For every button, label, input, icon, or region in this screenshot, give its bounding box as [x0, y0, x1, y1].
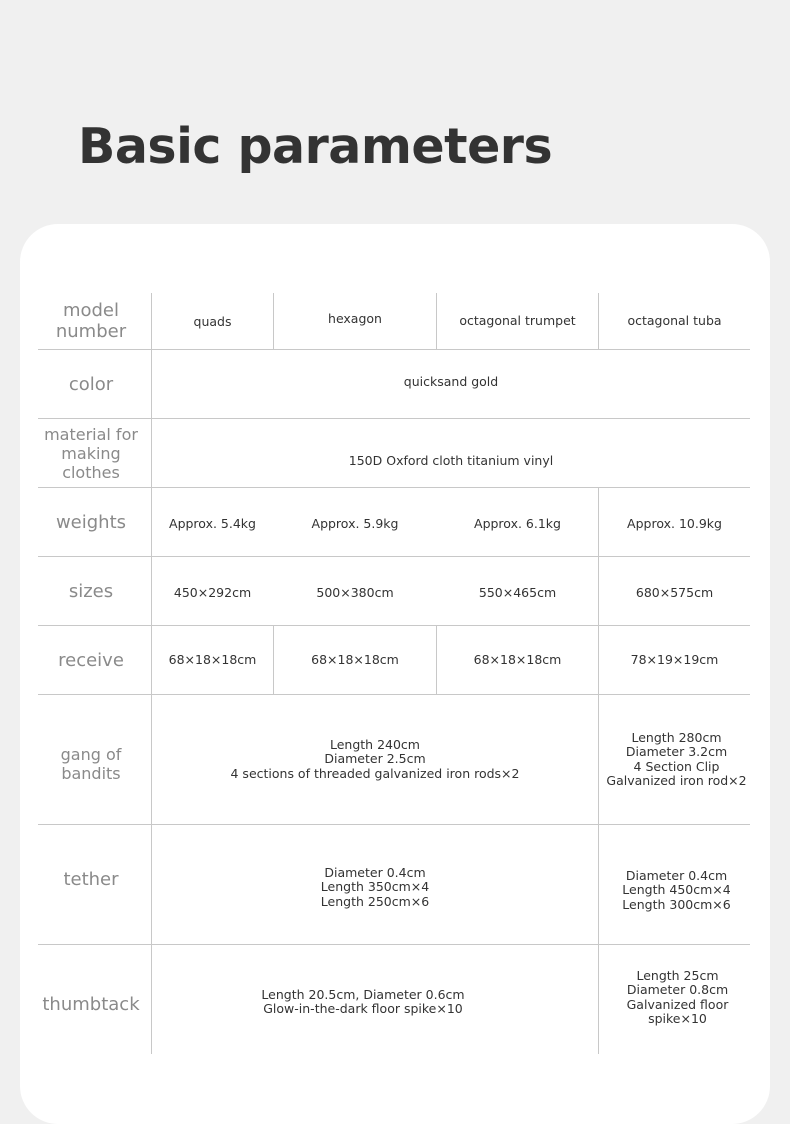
weight-cell: Approx. 6.1kg [474, 515, 561, 531]
thumbtack-cell-right: Length 25cm Diameter 0.8cm Galvanized floor spike×10 [626, 967, 729, 1026]
row-label-tether: tether [63, 869, 119, 890]
receive-cell: 78×19×19cm [630, 651, 719, 667]
row-label-color: color [68, 373, 114, 395]
model-cell: hexagon [328, 311, 382, 327]
row-label-material: material for making clothes [44, 424, 138, 482]
row-label-sizes: sizes [68, 580, 114, 602]
row-label-thumbtack: thumbtack [42, 994, 140, 1015]
gang-cell-right: Length 280cm Diameter 3.2cm 4 Section Clip Galvanized iron rod×2 [606, 729, 747, 788]
model-cell: octagonal trumpet [459, 312, 576, 328]
row-label-weights: weights [55, 511, 127, 533]
row-label-gang-of-bandits: gang of bandits [60, 744, 122, 783]
gang-cell-left: Length 240cm Diameter 2.5cm 4 sections of threaded galvanized iron rods×2 [230, 736, 520, 781]
size-cell: 550×465cm [478, 584, 557, 600]
tether-cell-left: Diameter 0.4cm Length 350cm×4 Length 250cm×6 [320, 864, 430, 909]
row-label-model-number: model number [55, 300, 127, 342]
weight-cell: Approx. 5.4kg [169, 515, 256, 531]
weight-cell: Approx. 5.9kg [311, 515, 399, 531]
thumbtack-cell-left: Length 20.5cm, Diameter 0.6cm Glow-in-the-dark floor spike×10 [261, 986, 465, 1016]
receive-cell: 68×18×18cm [311, 651, 399, 667]
material-cell: 150D Oxford cloth titanium vinyl [348, 453, 554, 469]
receive-cell: 68×18×18cm [473, 651, 562, 667]
model-cell: quads [193, 313, 232, 329]
color-cell: quicksand gold [403, 373, 499, 389]
weight-cell: Approx. 10.9kg [627, 515, 722, 531]
size-cell: 680×575cm [635, 584, 714, 600]
row-label-receive: receive [58, 649, 124, 671]
page-title: Basic parameters [78, 118, 553, 175]
size-cell: 450×292cm [173, 584, 252, 600]
tether-cell-right: Diameter 0.4cm Length 450cm×4 Length 300cm×6 [622, 867, 731, 912]
size-cell: 500×380cm [316, 584, 394, 600]
receive-cell: 68×18×18cm [168, 651, 257, 667]
model-cell: octagonal tuba [627, 312, 722, 328]
